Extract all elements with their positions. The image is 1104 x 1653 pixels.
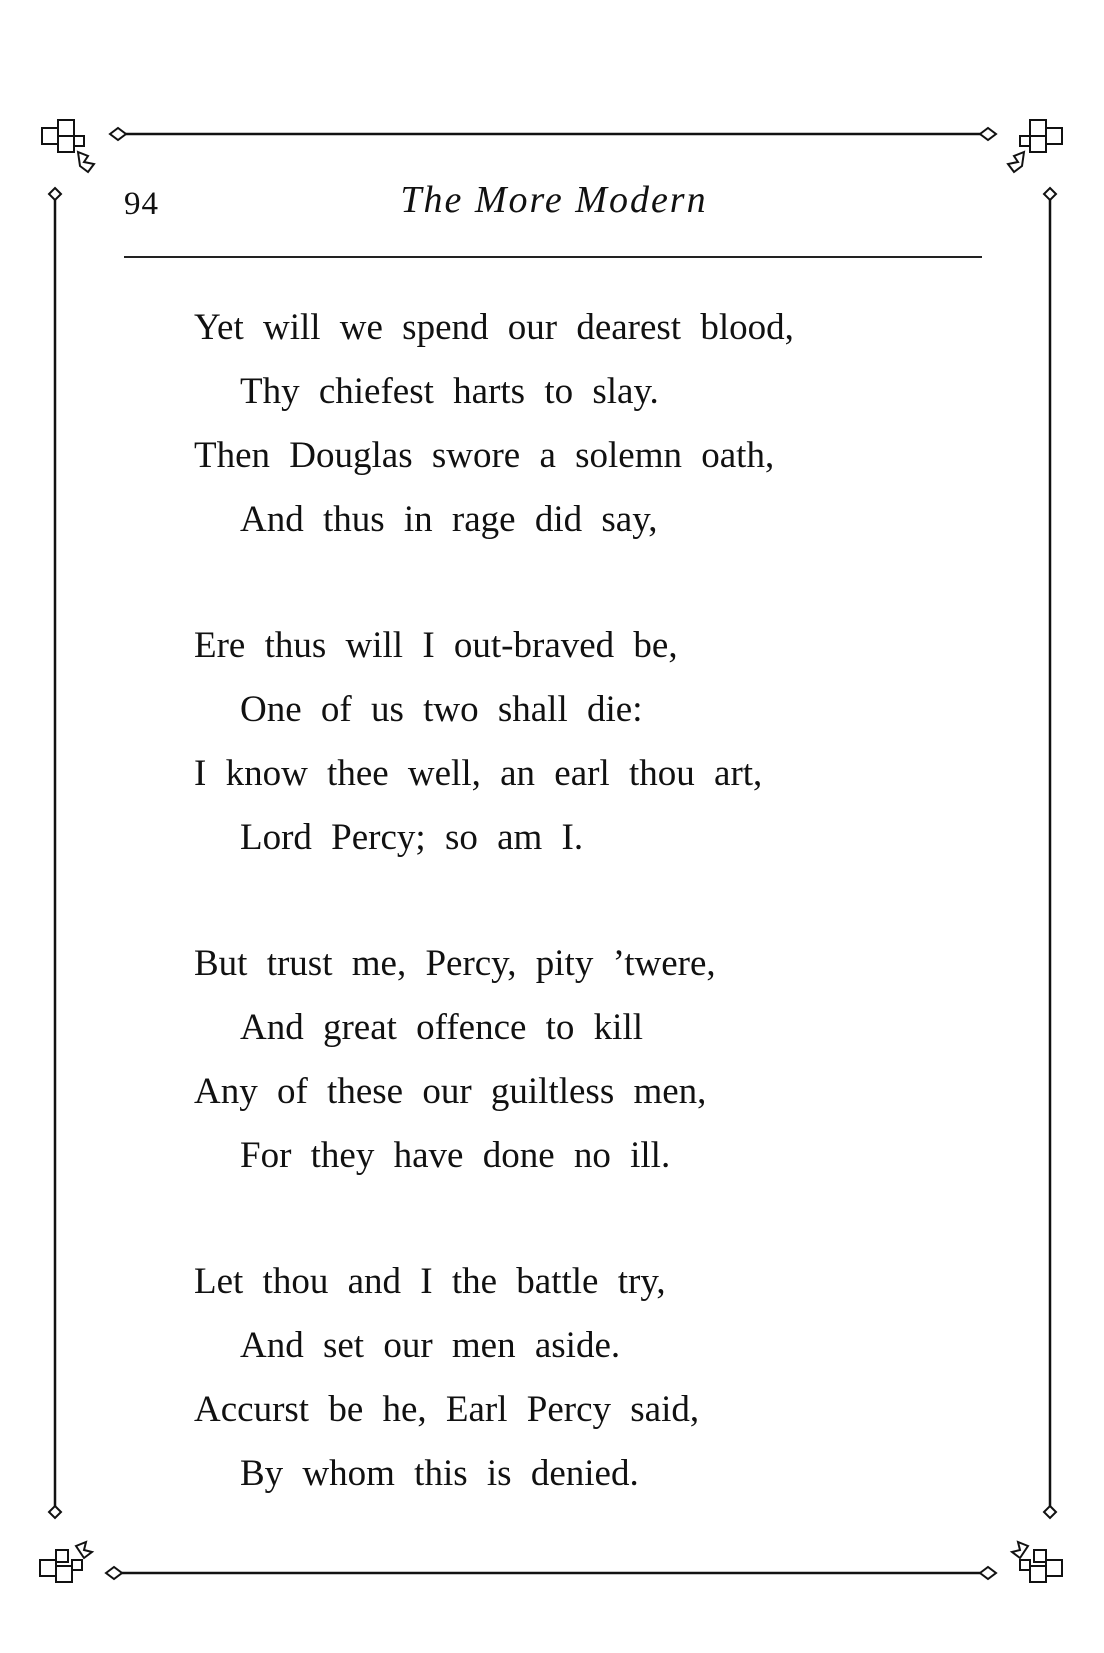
poem-line: But trust me, Percy, pity ’twere, xyxy=(194,943,716,984)
corner-ornament-icon xyxy=(40,1506,122,1582)
corner-ornament-icon xyxy=(980,120,1062,200)
poem-line: Thy chiefest harts to slay. xyxy=(240,371,659,412)
stanza xyxy=(194,296,954,552)
poem-line: Lord Percy; so am I. xyxy=(240,817,584,858)
page-header xyxy=(124,178,984,238)
poem-line: For they have done no ill. xyxy=(240,1135,671,1176)
running-title: The More Modern xyxy=(400,179,708,221)
poem-body xyxy=(194,296,954,1568)
poem-line: Yet will we spend our dearest blood, xyxy=(194,307,794,348)
page-number: 94 xyxy=(124,186,159,222)
poem-line: By whom this is denied. xyxy=(240,1453,639,1494)
poem-line: Then Douglas swore a solemn oath, xyxy=(194,435,775,476)
stanza xyxy=(194,1250,954,1506)
poem-line: One of us two shall die: xyxy=(240,689,643,730)
poem-line: Let thou and I the battle try, xyxy=(194,1261,666,1302)
poem-line: Any of these our guiltless men, xyxy=(194,1071,707,1112)
poem-line: And thus in rage did say, xyxy=(240,499,658,540)
stanza xyxy=(194,614,954,870)
poem-line: Ere thus will I out-braved be, xyxy=(194,625,678,666)
header-rule xyxy=(124,256,982,258)
poem-line: I know thee well, an earl thou art, xyxy=(194,753,763,794)
stanza xyxy=(194,932,954,1188)
corner-ornament-icon xyxy=(42,120,126,200)
poem-line: And set our men aside. xyxy=(240,1325,621,1366)
poem-line: And great offence to kill xyxy=(240,1007,644,1048)
corner-ornament-icon xyxy=(980,1506,1062,1582)
poem-line: Accurst be he, Earl Percy said, xyxy=(194,1389,700,1430)
